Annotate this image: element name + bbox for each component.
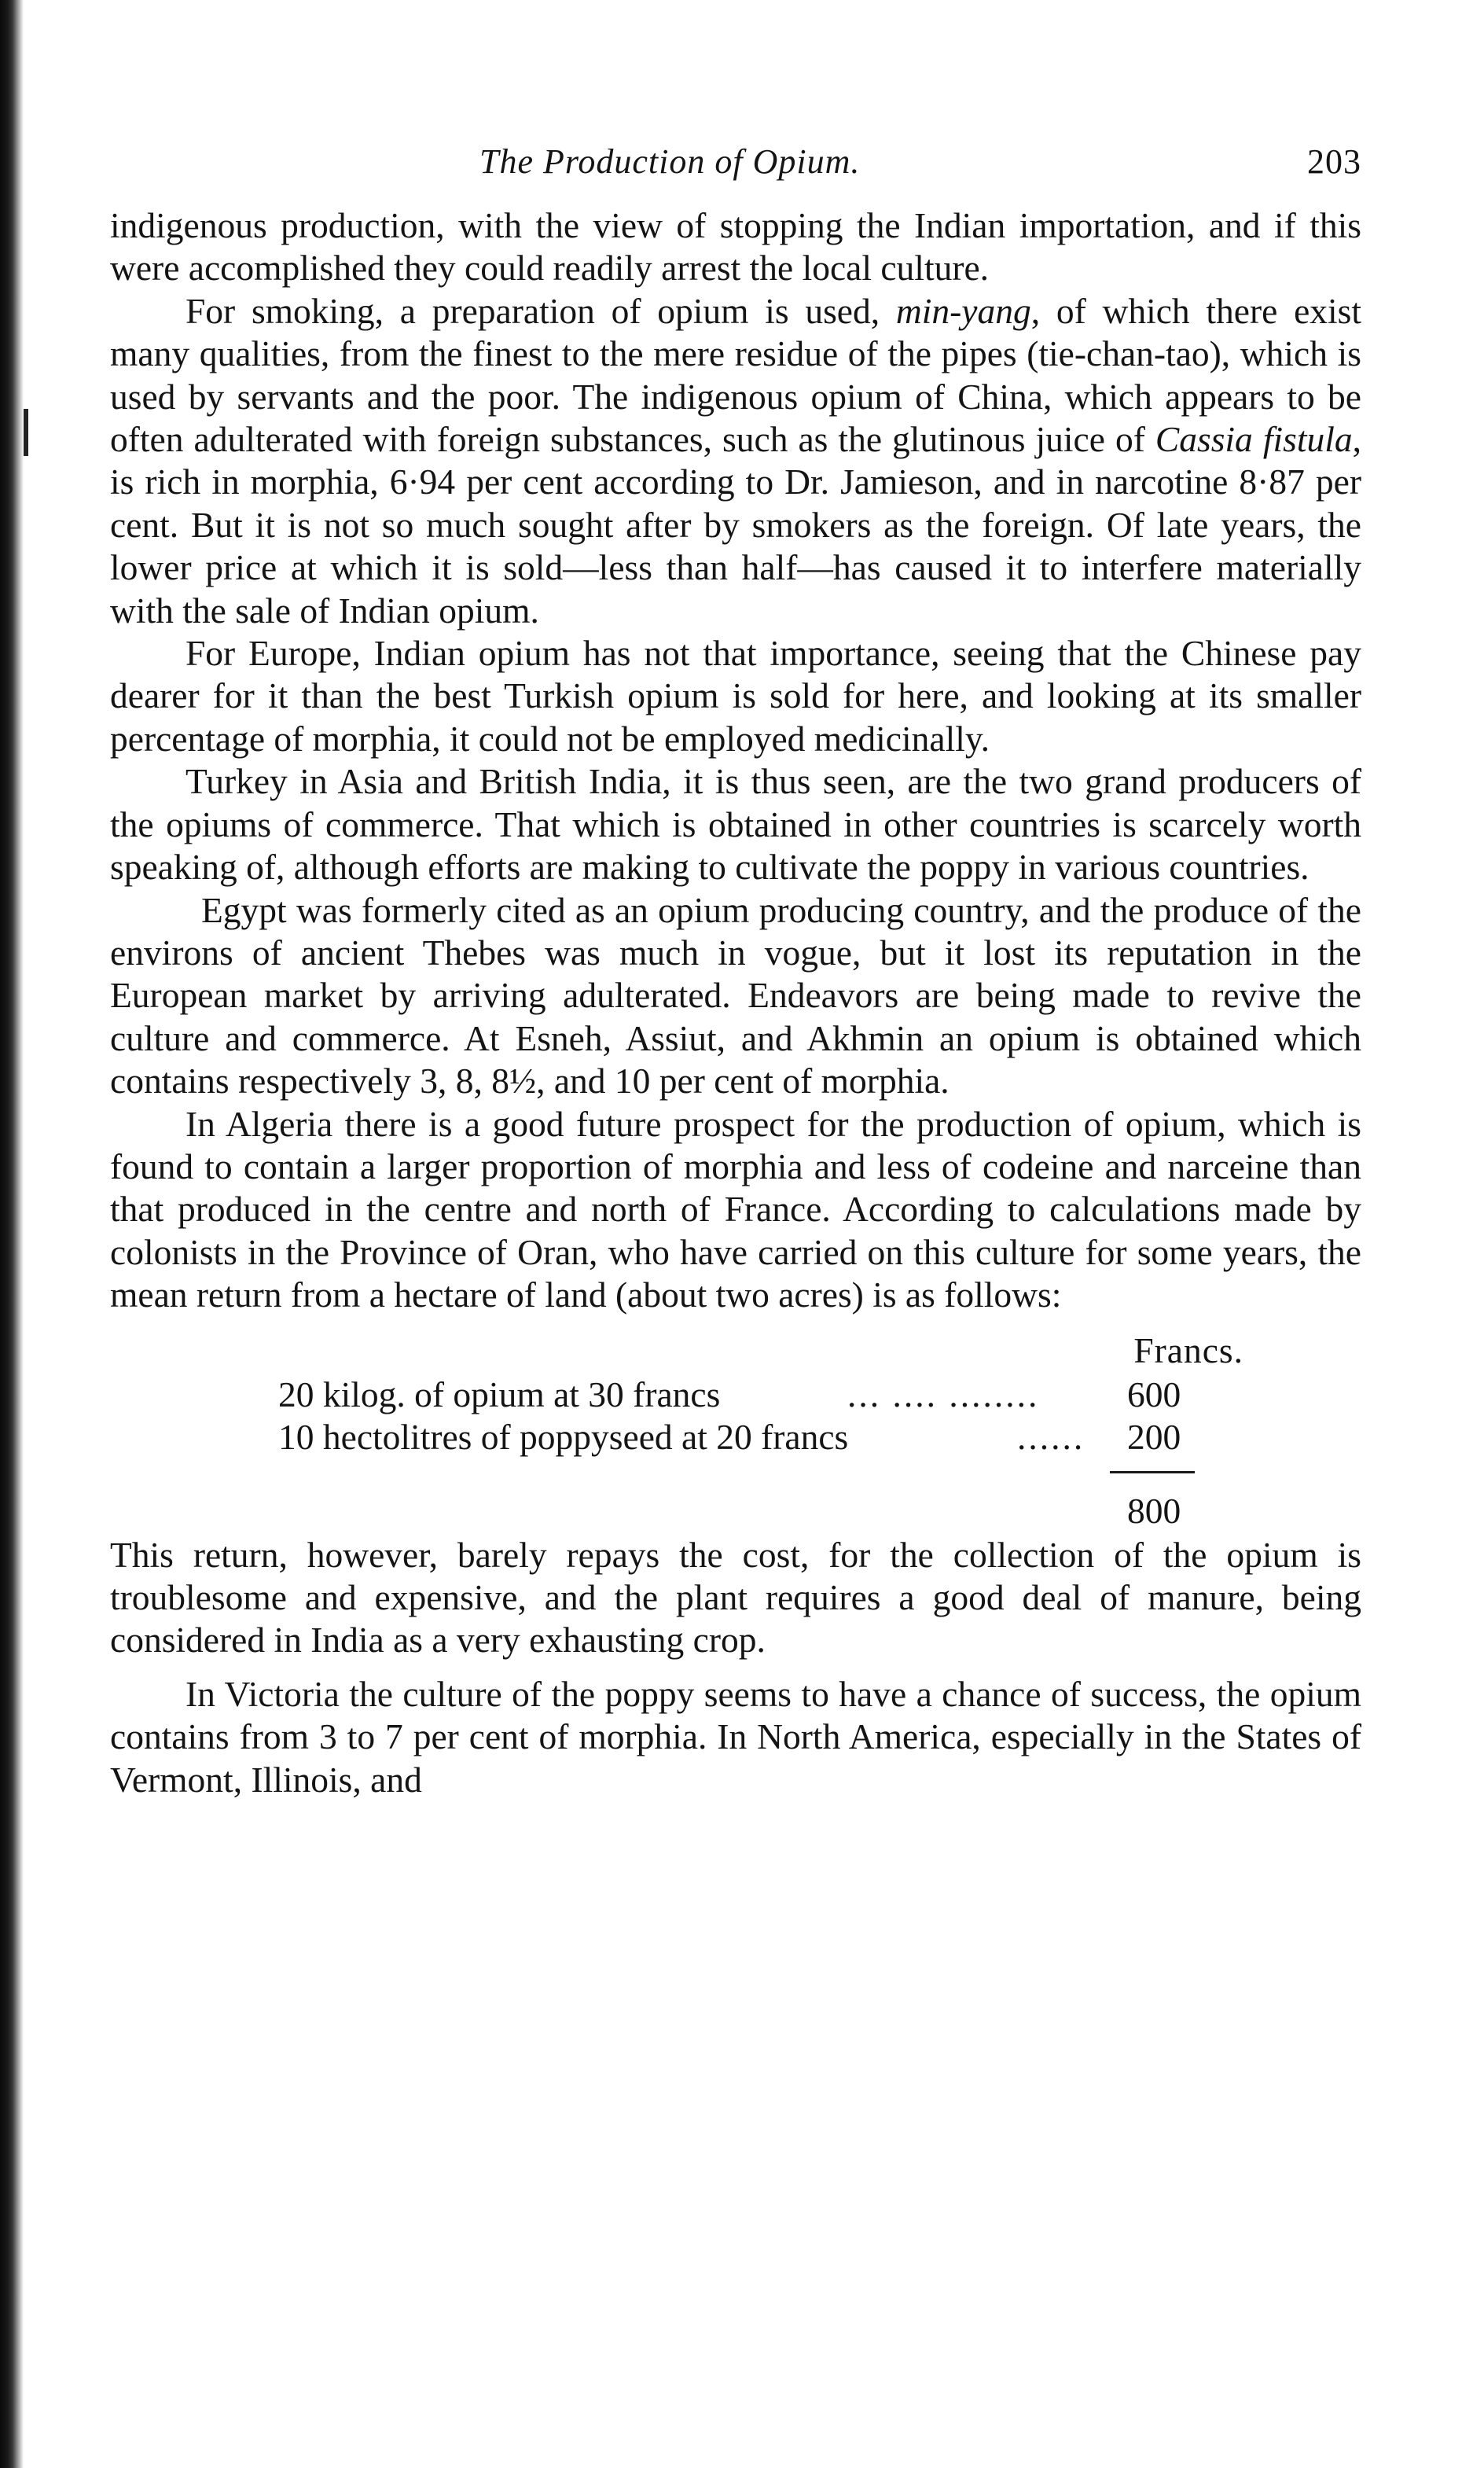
paragraph-4: Turkey in Asia and British India, it is thus seen, are the two grand producers of the opiums of commerce. That which is obtained in other countries is scarcely worth speaking of, although efforts are making to cultivate the poppy in various countries. <box>110 761 1361 888</box>
paragraph-6: In Algeria there is a good future prospect for the production of opium, which is found to contain a larger proportion of morphia and less of codeine and narceine than that produced in the centre and north of France. According to calculations made by colonists in the Province of Oran, who have carried on this culture for some years, the mean return from a hectare of land (about two acres) is as follows: <box>110 1103 1361 1315</box>
paragraph-3: For Europe, Indian opium has not that importance, seeing that the Chinese pay dearer for it than the best Turkish opium is sold for here, and looking at its smaller percentage of morphia, it could not be employed medicinally. <box>110 633 1361 759</box>
revenue-row-label: 10 hectolitres of poppyseed at 20 francs <box>278 1416 849 1457</box>
binding-speck <box>24 409 28 456</box>
revenue-row-label: 20 kilog. of opium at 30 francs <box>278 1374 721 1414</box>
dot-leader: ...... <box>1017 1416 1085 1457</box>
running-title: The Production of Opium. <box>479 142 861 181</box>
binding-edge <box>0 0 27 2468</box>
revenue-row-amount: 200 <box>1127 1416 1181 1457</box>
running-head <box>110 134 1361 197</box>
italic-term: min-yang <box>895 290 1031 331</box>
paragraph-5: Egypt was formerly cited as an opium producing country, and the produce of the environs of ancient Thebes was much in vogue, but it lost its reputation in the European market by arriving adulterated. Endeavors are being made to revive the culture and commerce. At Esneh, Assiut, and Akhmin an opium is obtained which contains respectively 3, 8, 8½, and 10 per cent of morphia. <box>110 889 1361 1102</box>
page-number: 203 <box>1307 142 1361 181</box>
book-page <box>110 134 1361 1801</box>
paragraph-2-text: For smoking, a preparation of opium is used, min-yang, of which there exist many qualities, from the finest to the mere residue of the pipes (tie-chan-tao), which is used by servants and the poor. The indigenous opium of China, which appears to be often adulterated with foreign substances, such as the glutinous juice of Cassia fistula, is rich in morphia, 6·94 per cent according to Dr. Jamieson, and in narcotine 8·87 per cent. But it is not so much sought after by smokers as the foreign. Of late years, the lower price at which it is sold—less than half—has caused it to interfere materially with the sale of Indian opium. <box>110 290 1362 631</box>
francs-column-header: Francs. <box>1133 1330 1243 1370</box>
dot-leader: ... .... ........ <box>847 1374 1040 1414</box>
paragraph-7: This return, however, barely repays the cost, for the collection of the opium is troublesome and expensive, and the plant requires a good deal of manure, being considered in India as a very exhausting crop. <box>110 1534 1361 1661</box>
sum-rule <box>1110 1471 1195 1473</box>
paragraph-2 <box>110 290 1361 632</box>
revenue-table <box>110 1317 1361 1531</box>
italic-term: Cassia fistula <box>1155 419 1353 460</box>
revenue-row-amount: 600 <box>1127 1374 1181 1414</box>
paragraph-1: indigenous production, with the view of stopping the Indian importation, and if this were accomplished they could readily arrest the local culture. <box>110 205 1361 289</box>
paragraph-8: In Victoria the culture of the poppy seems to have a chance of success, the opium contains from 3 to 7 per cent of morphia. In North America, especially in the States of Vermont, Illinois, and <box>110 1673 1361 1800</box>
revenue-total: 800 <box>1127 1490 1181 1531</box>
